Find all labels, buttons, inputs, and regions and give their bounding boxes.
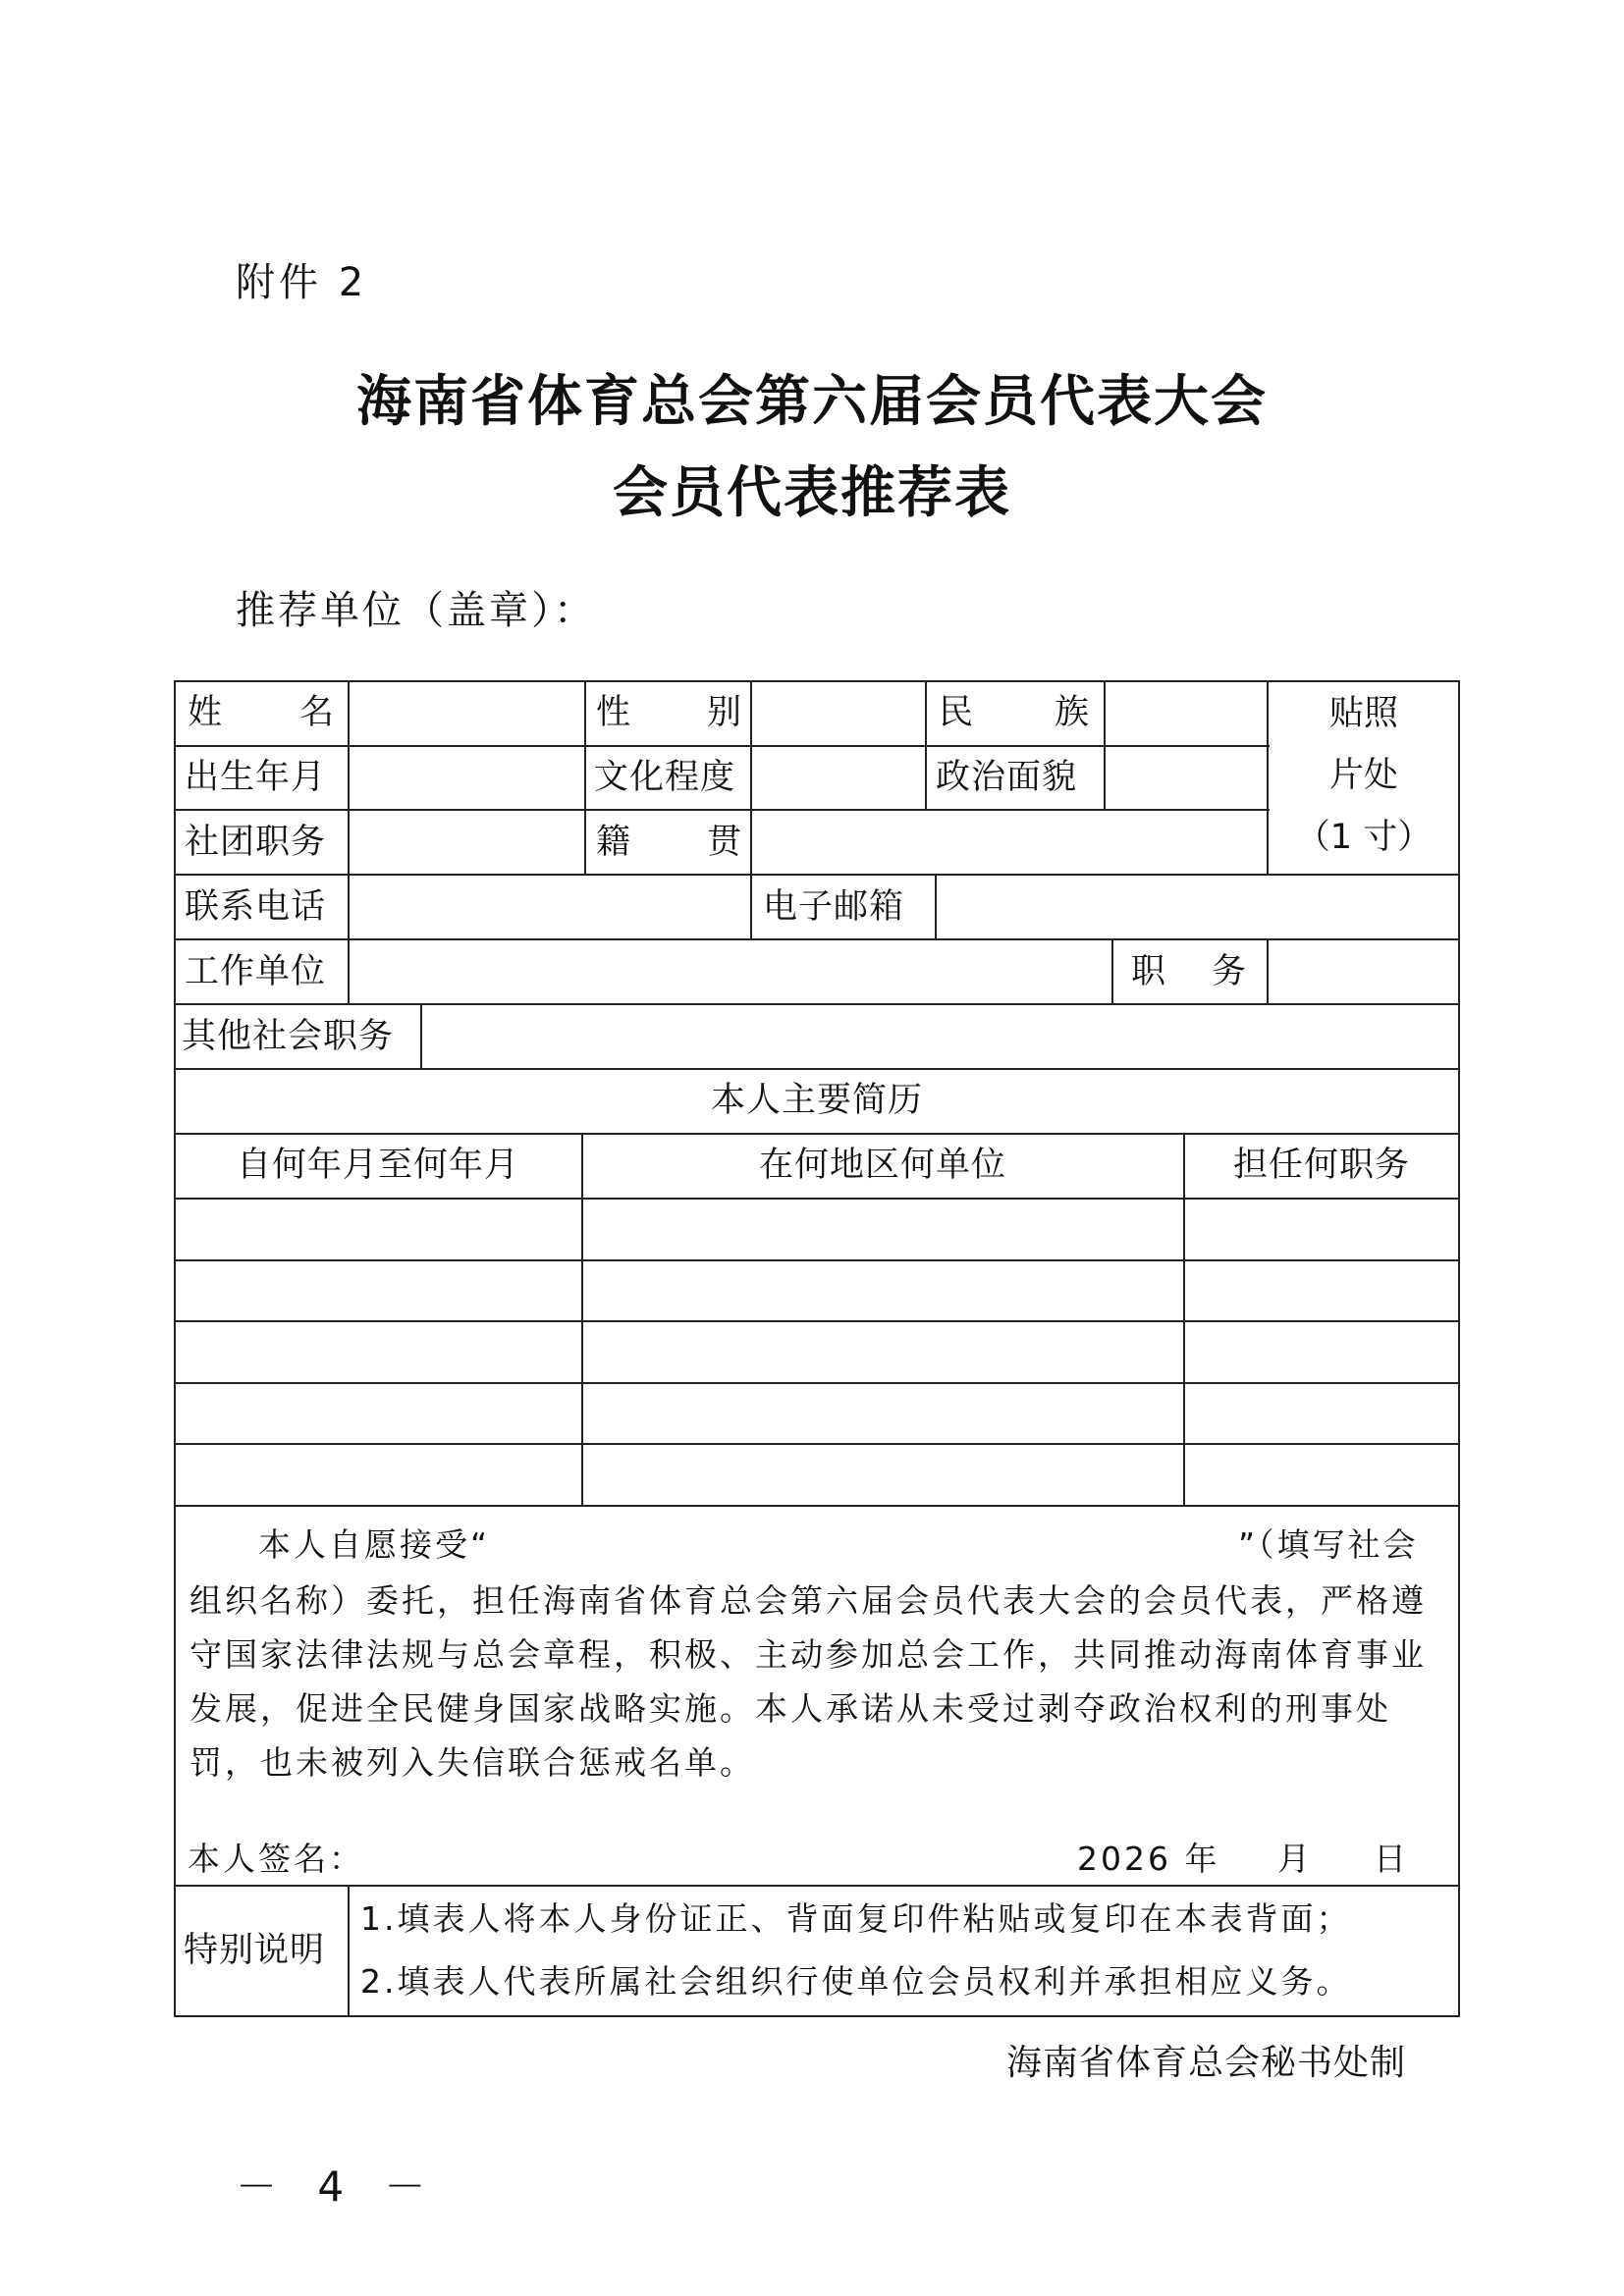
row-divider xyxy=(174,1198,1460,1200)
gender-label-b: 别 xyxy=(707,693,742,732)
notes-item-2: 2.填表人代表所属社会组织行使单位会员权利并承担相应义务。 xyxy=(360,1962,1352,2001)
politics-label: 政治面貌 xyxy=(936,758,1078,797)
row-divider xyxy=(174,1133,1460,1135)
row-divider xyxy=(174,1382,1460,1384)
resume-col-role: 担任何职务 xyxy=(1232,1146,1410,1185)
col-divider xyxy=(925,680,927,809)
col-divider xyxy=(1104,680,1106,809)
col-divider xyxy=(1183,1133,1185,1505)
society-post-label: 社团职务 xyxy=(185,823,327,862)
col-divider xyxy=(348,680,350,874)
form-border-right xyxy=(1458,680,1460,2017)
col-divider xyxy=(750,680,752,874)
page-number: － 4 － xyxy=(236,2163,440,2211)
workplace-label: 工作单位 xyxy=(185,952,327,991)
notes-item-1: 1.填表人将本人身份证正、背面复印件粘贴或复印在本表背面； xyxy=(360,1899,1352,1938)
col-divider xyxy=(750,874,752,938)
resume-section-title: 本人主要简历 xyxy=(710,1081,923,1120)
col-divider xyxy=(348,938,350,1003)
ethnicity-label-b: 族 xyxy=(1055,693,1090,732)
date-year: 2026 年 xyxy=(1077,1840,1220,1878)
col-divider xyxy=(581,1133,583,1505)
email-label: 电子邮箱 xyxy=(763,887,905,927)
form-border-bottom xyxy=(174,2015,1460,2017)
position-label-a: 职 xyxy=(1131,952,1166,991)
phone-label: 联系电话 xyxy=(185,887,327,927)
date-month: 月 xyxy=(1277,1840,1313,1878)
signature-label: 本人签名： xyxy=(188,1840,364,1878)
page-title-line2: 会员代表推荐表 xyxy=(613,460,1011,525)
col-divider xyxy=(348,874,350,938)
col-divider xyxy=(1267,938,1269,1003)
education-label: 文化程度 xyxy=(594,758,736,797)
name-label-a: 姓 xyxy=(188,693,223,732)
gender-label-a: 性 xyxy=(596,693,631,732)
native-place-label-b: 贯 xyxy=(707,823,742,862)
row-divider xyxy=(174,874,1460,876)
photo-placeholder-line3: （1 寸） xyxy=(1295,818,1433,857)
photo-placeholder-line2: 片处 xyxy=(1328,756,1398,795)
recommendation-form xyxy=(174,680,1460,2017)
col-divider xyxy=(348,1885,350,2015)
resume-col-period: 自何年月至何年月 xyxy=(236,1146,519,1185)
ethnicity-label-a: 民 xyxy=(939,693,974,732)
form-border-left xyxy=(174,680,176,2017)
native-place-label-a: 籍 xyxy=(596,823,631,862)
attachment-label: 附件 2 xyxy=(236,260,368,305)
photo-placeholder-line1: 贴照 xyxy=(1328,694,1398,733)
pledge-line1-end: ”（填写社会 xyxy=(1238,1525,1419,1564)
position-label-b: 务 xyxy=(1212,952,1247,991)
other-posts-label: 其他社会职务 xyxy=(182,1017,395,1056)
col-divider xyxy=(584,680,586,874)
recommending-unit-label: 推荐单位（盖章）： xyxy=(236,588,596,633)
row-divider xyxy=(174,809,1270,811)
resume-col-place: 在何地区何单位 xyxy=(758,1146,1006,1185)
row-divider xyxy=(174,1885,1460,1887)
name-label-b: 名 xyxy=(299,693,335,732)
pledge-body: 组织名称）委托，担任海南省体育总会第六届会员代表大会的会员代表，严格遵守国家法律法规与总会章程，积极、主动参加总会工作，共同推动海南体育事业发展，促进全民健身国家战略实施。本人承诺从未受过剥夺政治权利的刑事处罚，也未被列入失信联合惩戒名单。 xyxy=(189,1581,1427,1782)
col-divider xyxy=(1111,938,1113,1003)
pledge-line1-start: 本人自愿接受“ xyxy=(258,1525,491,1564)
page-title-line1: 海南省体育总会第六届会员代表大会 xyxy=(356,369,1268,434)
birth-label: 出生年月 xyxy=(185,758,327,797)
row-divider xyxy=(174,1003,1460,1005)
issuer-line: 海南省体育总会秘书处制 xyxy=(1005,2043,1406,2083)
row-divider xyxy=(174,1320,1460,1322)
row-divider xyxy=(174,1259,1460,1261)
col-divider xyxy=(420,1003,422,1068)
date-day: 日 xyxy=(1374,1840,1409,1878)
col-divider xyxy=(935,874,937,938)
row-divider xyxy=(174,1505,1460,1507)
row-divider xyxy=(174,1443,1460,1445)
row-divider xyxy=(174,1068,1460,1070)
notes-label: 特别说明 xyxy=(184,1931,326,1970)
